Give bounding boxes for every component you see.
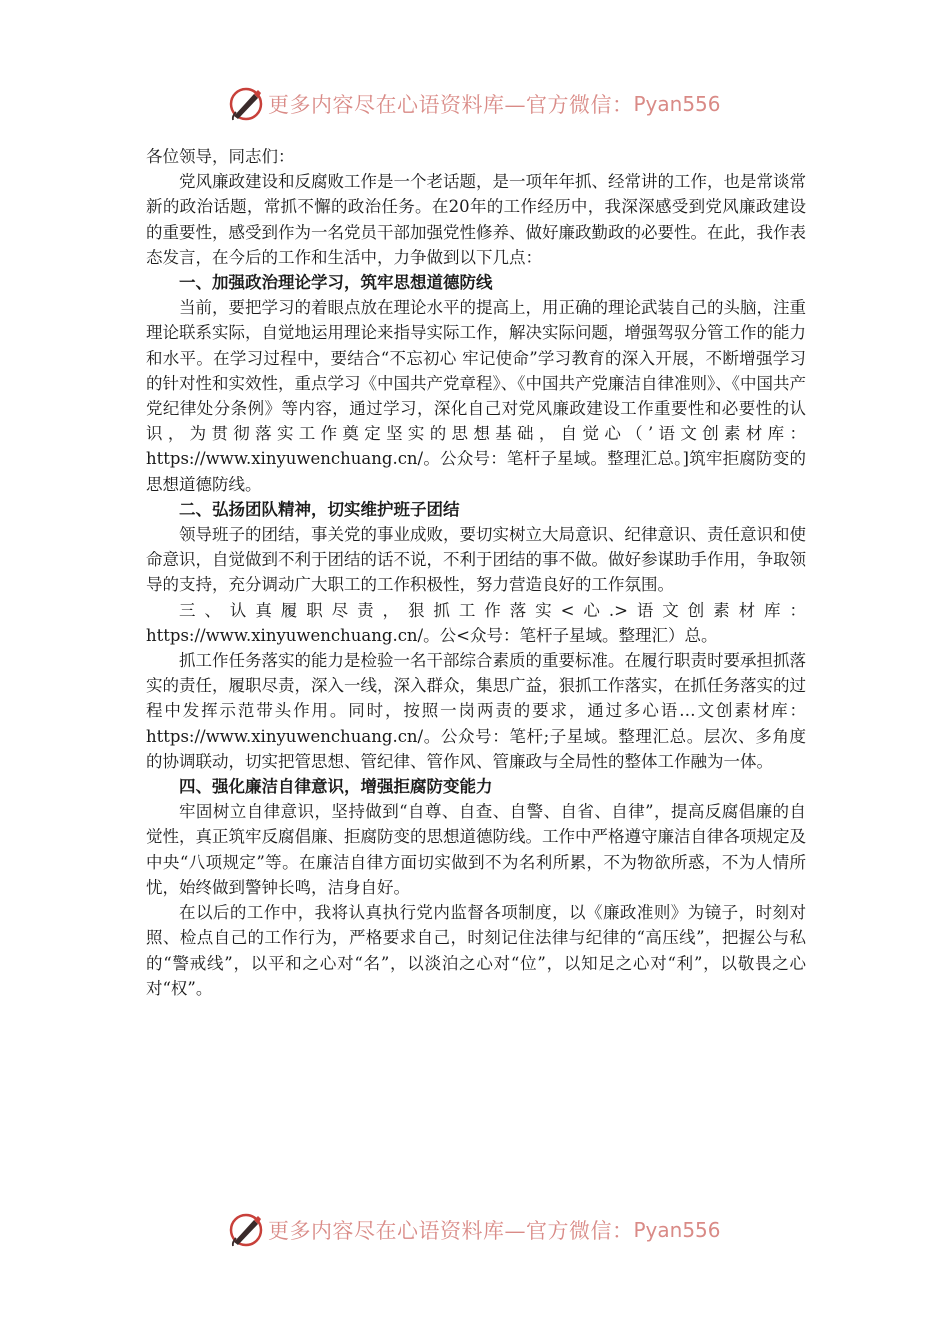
section-paragraph-1: 当前，要把学习的着眼点放在理论水平的提高上，用正确的理论武装自己的头脑，注重理论联系实际，自觉地运用理论来指导实际工作，解决实际问题，增强驾驭分管工作的能力和水平。在学习过程中，要结合“不忘初心 牢记使命”学习教育的深入开展，不断增强学习的针对性和实效性，重点学习《中国共产党章程》、《中国共产党廉洁自律准则》、《中国共产党纪律处分条例》等内容，通过学习，深化自己对党风廉政建设工作重要性和必要性的认识，为贯彻落实工作奠定坚实的思想基础，自觉心（’语文创素材库：https://www.xinyuwenchuang.cn/。公众号：笔杆子星域。整理汇总。]筑牢拒腐防变的思想道德防线。 — [146, 298, 806, 494]
pen-logo-icon — [228, 1212, 264, 1248]
document-body — [146, 144, 806, 1001]
section-heading-4: 四、强化廉洁自律意识，增强拒腐防变能力 — [179, 777, 493, 797]
pen-logo-icon — [228, 86, 264, 122]
closing-paragraph: 在以后的工作中，我将认真执行党内监督各项制度，以《廉政准则》为镜子，时刻对照、检点自己的工作行为，严格要求自己，时刻记住法律与纪律的“高压线”，把握公与私的“警戒线”，以平和之心对“名”，以淡泊之心对“位”，以知足之心对“利”，以敬畏之心对“权”。 — [146, 903, 806, 998]
banner-wechat-id: Pyan556 — [633, 1218, 721, 1242]
intro-paragraph: 党风廉政建设和反腐败工作是一个老话题，是一项年年抓、经常讲的工作，也是常谈常新的政治话题，常抓不懈的政治任务。在20年的工作经历中，我深深感受到党风廉政建设的重要性，感受到作为一名党员干部加强党性修养、做好廉政勤政的必要性。在此，我作表态发言，在今后的工作和生活中，力争做到以下几点： — [146, 172, 806, 267]
section-paragraph-3: 抓工作任务落实的能力是检验一名干部综合素质的重要标准。在履行职责时要承担抓落实的责任，履职尽责，深入一线，深入群众，集思广益，狠抓工作落实，在抓任务落实的过程中发挥示范带头作用。同时，按照一岗两责的要求，通过多心语…文创素材库：https://www.xinyuwenchuang.cn/。公众号：笔杆;子星域。整理汇总。层次、多角度的协调联动，切实把管思想、管纪律、管作风、管廉政与全局性的整体工作融为一体。 — [146, 651, 806, 771]
footer-banner — [228, 1210, 721, 1250]
salutation: 各位领导，同志们： — [146, 147, 295, 166]
section-paragraph-2: 领导班子的团结，事关党的事业成败，要切实树立大局意识、纪律意识、责任意识和使命意识，自觉做到不利于团结的话不说，不利于团结的事不做。做好参谋助手作用，争取领导的支持，充分调动广大职工的工作积极性，努力营造良好的工作氛围。 — [146, 525, 806, 595]
header-banner — [228, 84, 721, 124]
banner-text: 更多内容尽在心语资料库—官方微信： — [268, 1219, 634, 1243]
banner-text: 更多内容尽在心语资料库—官方微信： — [268, 93, 634, 117]
section-heading-1: 一、加强政治理论学习，筑牢思想道德防线 — [179, 273, 493, 293]
section-paragraph-4: 牢固树立自律意识，坚持做到“自尊、自查、自警、自省、自律”，提高反腐倡廉的自觉性，真正筑牢反腐倡廉、拒腐防变的思想道德防线。工作中严格遵守廉洁自律各项规定及中央“八项规定”等。在廉洁自律方面切实做到不为名利所累，不为物欲所惑，不为人情所忧，始终做到警钟长鸣，洁身自好。 — [146, 802, 806, 897]
section-heading-3: 三、认真履职尽责，狠抓工作落实<心.>语文创素材库：https://www.xinyuwenchuang.cn/。公<众号：笔杆子星域。整理汇）总。 — [146, 600, 806, 645]
section-heading-2: 二、弘扬团队精神，切实维护班子团结 — [179, 499, 460, 519]
banner-wechat-id: Pyan556 — [633, 92, 721, 116]
